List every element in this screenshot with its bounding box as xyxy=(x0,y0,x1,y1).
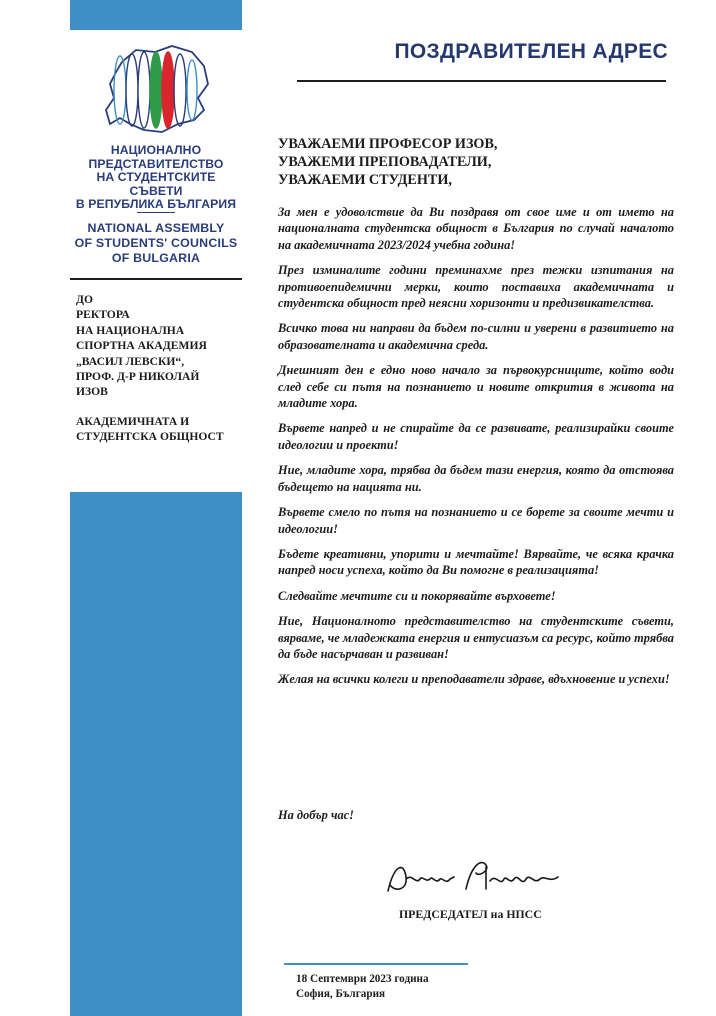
closing-line: На добър час! xyxy=(278,808,354,822)
greeting-block xyxy=(278,135,678,189)
sidebar-accent-bottom xyxy=(70,492,242,1016)
handwritten-signature xyxy=(382,855,572,899)
paragraph: Бъдете креативни, упорити и мечтайте! Вярвайте, че всяка крачка напред носи успеха, който да Ви помогне в реализацията! xyxy=(278,546,674,578)
date-block xyxy=(296,972,429,1002)
org-en-line: OF STUDENTS' COUNCILS xyxy=(74,236,238,250)
recipient-line: ДО xyxy=(76,293,93,306)
organization-name-en xyxy=(70,221,242,266)
recipient-block xyxy=(76,292,242,445)
recipient-also-line: АКАДЕМИЧНАТА И xyxy=(76,414,190,428)
date-line: 18 Септември 2023 година xyxy=(296,973,429,985)
paragraph: Днешният ден е едно ново начало за първокурсниците, който води след себе си пътя на познанието и новите открития в живота на младите хора. xyxy=(278,363,674,411)
greeting-line: УВАЖАЕМИ СТУДЕНТИ, xyxy=(278,172,452,188)
org-bg-line: НА СТУДЕНТСКИТЕ СЪВЕТИ xyxy=(96,170,216,198)
date-rule xyxy=(284,963,468,965)
greeting-line: УВАЖАЕМИ ПРОФЕСОР ИЗОВ, xyxy=(278,136,498,152)
sidebar-accent-top xyxy=(70,0,242,30)
recipient-line: СПОРТНА АКАДЕМИЯ xyxy=(76,339,207,353)
paragraph: За мен е удоволствие да Ви поздравя от свое име и от името на националната студентска общност в България по случай началото на академичната 2023/2024 учебна година! xyxy=(278,205,674,252)
organization-separator xyxy=(137,212,175,213)
paragraph: Всичко това ни направи да бъдем по-силни и уверени в развитието на образователната и академична среда. xyxy=(278,321,674,352)
paragraph: Ние, младите хора, трябва да бъдем тази енергия, която да отстоява бъдещето на нацията ни. xyxy=(278,463,674,494)
place-line: София, България xyxy=(296,988,386,1000)
title-underline xyxy=(297,80,666,82)
recipient-line: РЕКТОРА xyxy=(76,308,130,322)
paragraph: През изминалите години преминахме през тежки изпитания на противоепидемични мерки, които поставиха академичната и студентска общност пред неясни хоризонти и предизвикателства. xyxy=(278,263,674,311)
org-en-line: NATIONAL ASSEMBLY xyxy=(87,221,225,235)
org-bg-line: НАЦИОНАЛНО xyxy=(110,143,202,157)
paragraph: Следвайте мечтите си и покорявайте върховете! xyxy=(278,588,556,603)
signer-title: ПРЕДСЕДАТЕЛ на НПСС xyxy=(399,907,542,921)
org-bg-line: ПРЕДСТАВИТЕЛСТВО xyxy=(88,156,224,171)
recipient-line: НА НАЦИОНАЛНА xyxy=(76,323,185,337)
paragraph: Ние, Националното представителство на студентските съвети, вярваме, че младежката енергия и ентусиазъм са ресурс, който трябва да бъде насърчаван и развиван! xyxy=(278,614,674,661)
organization-name-bg xyxy=(70,144,242,212)
letter-body xyxy=(278,204,674,697)
recipient-line: ПРОФ. Д-Р НИКОЛАЙ xyxy=(76,370,200,384)
recipient-line: ИЗОВ xyxy=(76,385,108,399)
npss-logo-icon xyxy=(100,40,212,138)
sidebar-divider xyxy=(70,278,242,280)
paragraph: Вървете напред и не спирайте да се развивате, реализирайки своите идеологии и проекти! xyxy=(278,421,674,452)
org-bg-line: В РЕПУБЛИКА БЪЛГАРИЯ xyxy=(75,197,237,212)
recipient-line: „ВАСИЛ ЛЕВСКИ“, xyxy=(76,354,185,368)
paragraph: Вървете смело по пътя на познанието и се борете за своите мечти и идеологии! xyxy=(278,505,674,536)
recipient-also-line: СТУДЕНТСКА ОБЩНОСТ xyxy=(76,430,224,444)
paragraph: Желая на всички колеги и преподаватели здраве, вдъхновение и успехи! xyxy=(278,672,670,687)
org-en-line: OF BULGARIA xyxy=(111,251,201,265)
greeting-line: УВАЖЕМИ ПРЕПОВАДАТЕЛИ, xyxy=(278,154,492,170)
document-title: ПОЗДРАВИТЕЛЕН АДРЕС xyxy=(394,40,668,63)
